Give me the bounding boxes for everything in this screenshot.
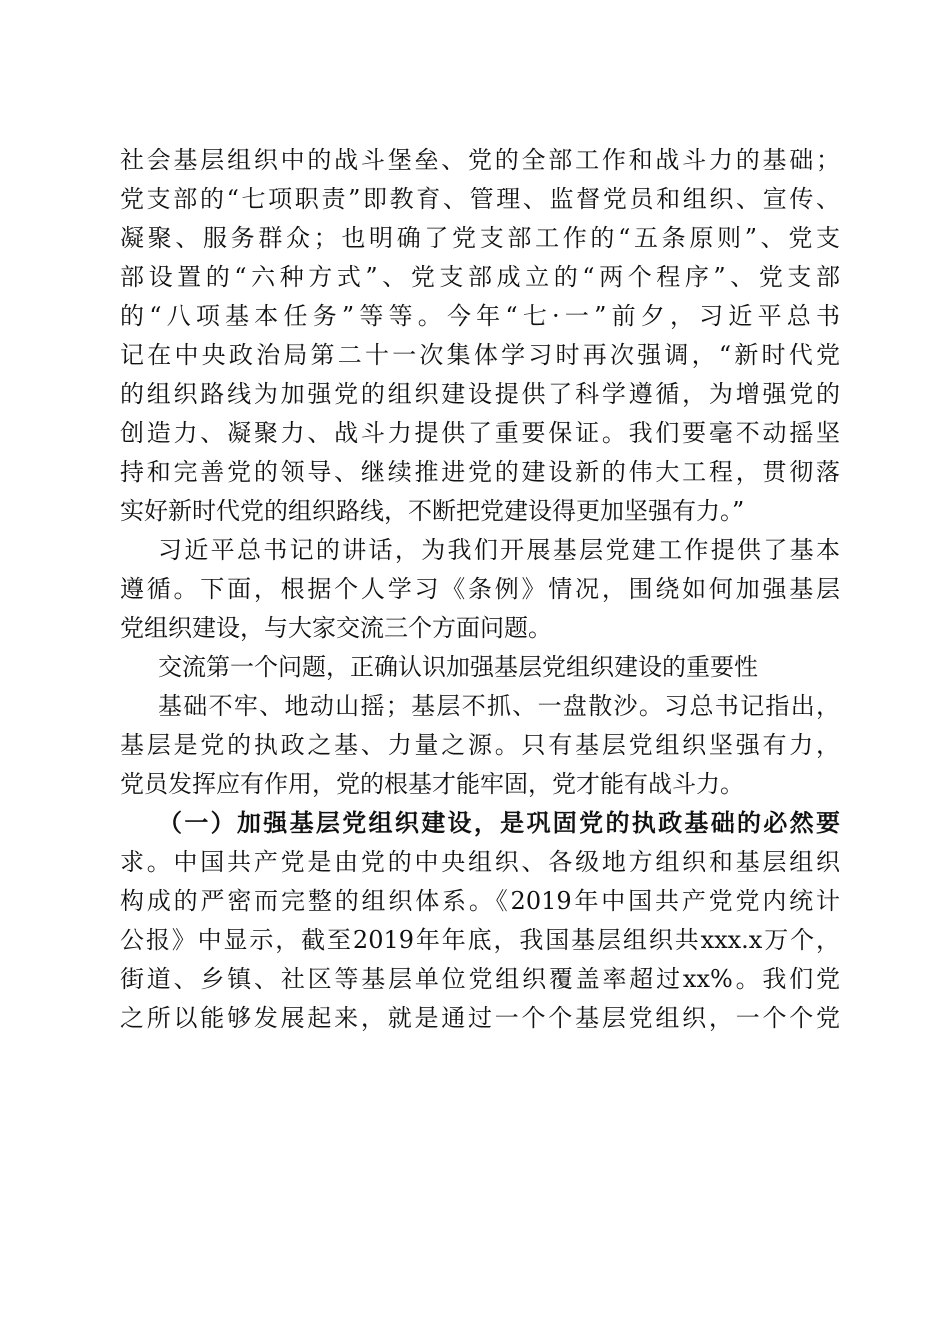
paragraph-line: 创造力、凝聚力、战斗力提供了重要保证。我们要毫不动摇坚 <box>120 419 840 447</box>
paragraph-line: 的组织路线为加强党的组织建设提供了科学遵循，为增强党的 <box>120 380 840 408</box>
paragraph-line: 基层是党的执政之基、力量之源。只有基层党组织坚强有力， <box>120 731 840 759</box>
paragraph-line: 街道、乡镇、社区等基层单位党组织覆盖率超过xx%。我们党 <box>120 965 840 993</box>
paragraph-line: 党组织建设，与大家交流三个方面问题。 <box>120 614 552 642</box>
paragraph-line: 持和完善党的领导、继续推进党的建设新的伟大工程，贯彻落 <box>120 458 840 486</box>
paragraph-line: 记在中央政治局第二十一次集体学习时再次强调，“新时代党 <box>120 341 840 369</box>
subsection-heading: （一）加强基层党组织建设，是巩固党的执政基础的必然要 <box>158 808 840 837</box>
paragraph-line: 社会基层组织中的战斗堡垒、党的全部工作和战斗力的基础； <box>120 146 840 174</box>
paragraph-line: 之所以能够发展起来，就是通过一个个基层党组织，一个个党 <box>120 1004 840 1032</box>
paragraph-line: 凝聚、服务群众；也明确了党支部工作的“五条原则”、党支 <box>120 224 840 252</box>
paragraph-line: 公报》中显示，截至2019年年底，我国基层组织共xxx.x万个， <box>120 926 840 954</box>
section-heading: 交流第一个问题，正确认识加强基层党组织建设的重要性 <box>158 653 758 681</box>
paragraph-line: 基础不牢、地动山摇；基层不抓、一盘散沙。习总书记指出， <box>158 692 840 720</box>
paragraph-line: 求。中国共产党是由党的中央组织、各级地方组织和基层组织 <box>120 848 840 876</box>
paragraph-line: 实好新时代党的组织路线，不断把党建设得更加坚强有力。” <box>120 497 745 525</box>
paragraph-line: 党支部的“七项职责”即教育、管理、监督党员和组织、宣传、 <box>120 185 840 213</box>
paragraph-line: 习近平总书记的讲话，为我们开展基层党建工作提供了基本 <box>158 536 840 564</box>
paragraph-line: 遵循。下面，根据个人学习《条例》情况，围绕如何加强基层 <box>120 575 840 603</box>
paragraph-line: 部设置的“六种方式”、党支部成立的“两个程序”、党支部 <box>120 263 840 291</box>
paragraph-line: 党员发挥应有作用，党的根基才能牢固，党才能有战斗力。 <box>120 770 744 798</box>
paragraph-line: 构成的严密而完整的组织体系。《2019年中国共产党党内统计 <box>120 887 840 915</box>
paragraph-line: 的“八项基本任务”等等。今年“七·一”前夕，习近平总书 <box>120 302 840 330</box>
